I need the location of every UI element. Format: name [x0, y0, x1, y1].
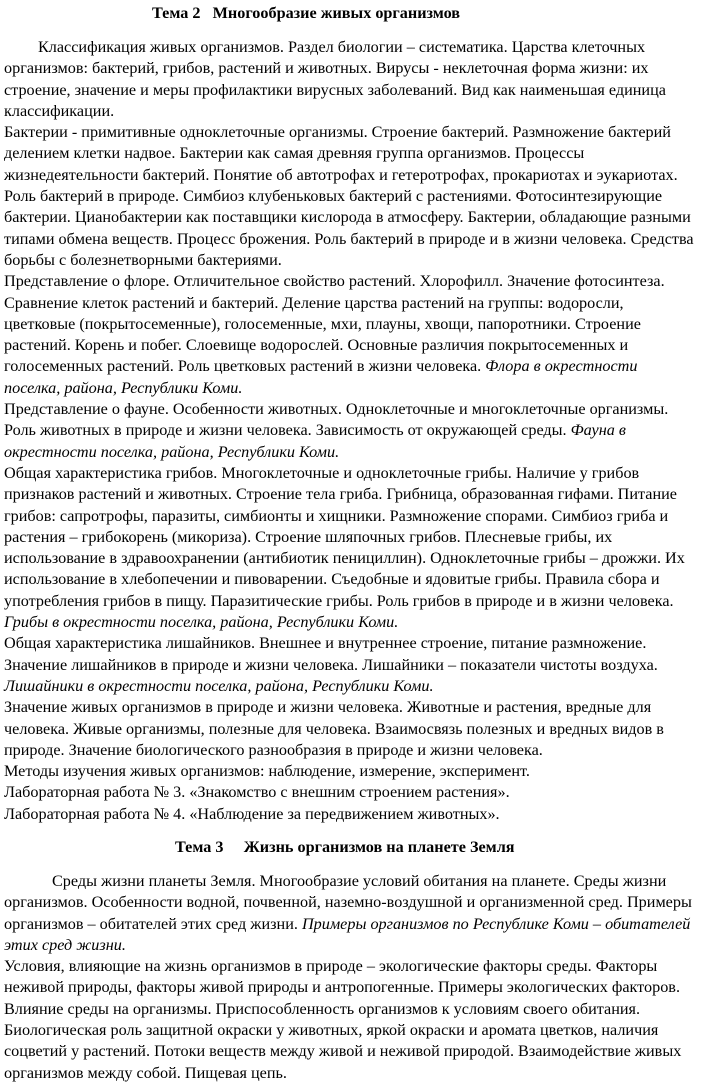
topic2-paragraph-2 [4, 271, 696, 399]
text-run: Бактерии - примитивные одноклеточные организмы. Строение бактерий. Размножение бактерий делением клетки надвое. Бактерии как самая древняя группа организмов. Процессы жизнедеятельности бактерий. Понятие об автотрофах и гетеротрофах, прокариотах и эукариотах. Роль бактерий в природе. Симбиоз клубеньковых бактерий с растениями. Фотосинтезирующие бактерии. Цианобактерии как поставщики кислорода в атмосферу. Бактерии, обладающие разными типами обмена веществ. Процесс брожения. Роль бактерий в природе и в жизни человека. Средства борьбы с болезнетворными бактериями. [4, 123, 694, 269]
italic-run: Фауна в окрестности поселка, района, Республики Коми. [4, 421, 626, 461]
text-run: Общая характеристика грибов. Многоклеточные и одноклеточные грибы. Наличие у грибов признаков растений и животных. Строение тела гриба. Грибница, образованная гифами. Питание грибов: сапротрофы, паразиты, симбионты и хищники. Размножение спорами. Симбиоз гриба и растения – грибокорень (микориза). Строение шляпочных грибов. Плесневые грибы, их использование в здравоохранении (антибиотик пенициллин). Одноклеточные грибы – дрожжи. Их использование в хлебопечении и пивоварении. Съедобные и ядовитые грибы. Правила сбора и употребления грибов в пищу. Паразитические грибы. Роль грибов в природе и в жизни человека. [4, 463, 685, 610]
italic-run: Примеры организмов по Республике Коми – обитателей этих сред жизни. [4, 914, 691, 954]
italic-run: Лишайники в окрестности поселка, района, Республики Коми. [4, 676, 434, 695]
topic2-paragraph-6 [4, 697, 696, 761]
italic-run: Флора в окрестности поселка, района, Республики Коми. [4, 357, 638, 397]
topic2-paragraph-9 [4, 804, 696, 825]
text-run: Общая характеристика лишайников. Внешнее и внутреннее строение, питание размножение. Значение лишайников в природе и жизни человека. Лишайники – показатели чистоты воздуха. [4, 634, 658, 674]
topic3-heading: Тема 3 Жизнь организмов на планете Земля [175, 837, 515, 856]
text-run: Среды жизни планеты Земля. Многообразие условий обитания на планете. Среды жизни организмов. Особенности водной, почвенной, наземно-воздушной и организменной сред. Примеры организмов – обитателей этих сред жизни. [4, 871, 692, 933]
topic2-paragraph-4 [4, 463, 696, 633]
text-run: Лабораторная работа № 3. «Знакомство с внешним строением растения». [4, 783, 510, 802]
topic2-paragraph-3 [4, 399, 696, 463]
topic2-paragraph-5 [4, 633, 696, 697]
topic3-paragraph-1 [4, 956, 696, 1084]
topic3-paragraph-0 [4, 871, 696, 956]
text-run: Классификация живых организмов. Раздел биологии – систематика. Царства клеточных организмов: бактерий, грибов, растений и животных. Вирусы - неклеточная форма жизни: их строение, значение и меры профилактики вирусных заболеваний. Вид как наименьшая единица классификации. [4, 38, 666, 120]
text-run: Значение живых организмов в природе и жизни человека. Животные и растения, вредные для человека. Живые организмы, полезные для человека. Взаимосвязь полезных и вредных видов в природе. Значение биологического разнообразия в природе и жизни человека. [4, 698, 664, 759]
topic2-paragraph-8 [4, 782, 696, 803]
topic2-paragraph-1 [4, 122, 696, 271]
text-run: Представление о флоре. Отличительное свойство растений. Хлорофилл. Значение фотосинтеза. Сравнение клеток растений и бактерий. Деление царства растений на группы: водоросли, цветковые (покрытосеменные), голосеменные, мхи, плауны, хвощи, папоротники. Строение растений. Корень и побег. Слоевище водорослей. Основные различия покрытосеменных и голосеменных растений. Роль цветковых растений в жизни человека. [4, 272, 665, 376]
text-run: Условия, влияющие на жизнь организмов в природе – экологические факторы среды. Факторы неживой природы, факторы живой природы и антропогенные. Примеры экологических факторов. Влияние среды на организмы. Приспособленность организмов к условиям своего обитания. Биологическая роль защитной окраски у животных, яркой окраски и аромата цветков, наличия соцветий у растений. Потоки веществ между живой и неживой природой. Взаимодействие живых организмов между собой. Пищевая цепь. [4, 957, 682, 1082]
italic-run: Грибы в окрестности поселка, района, Республики Коми. [4, 613, 399, 632]
text-run: Лабораторная работа № 4. «Наблюдение за передвижением животных». [4, 804, 500, 823]
text-run: Представление о фауне. Особенности животных. Одноклеточные и многоклеточные организмы. Роль животных в природе и жизни человека. Зависимость от окружающей среды. [4, 400, 669, 440]
topic2-heading: Тема 2 Многообразие живых организмов [152, 4, 461, 22]
topic2-paragraph-0 [4, 37, 696, 122]
text-run: Методы изучения живых организмов: наблюдение, измерение, эксперимент. [4, 762, 530, 781]
topic2-paragraph-7 [4, 761, 696, 782]
